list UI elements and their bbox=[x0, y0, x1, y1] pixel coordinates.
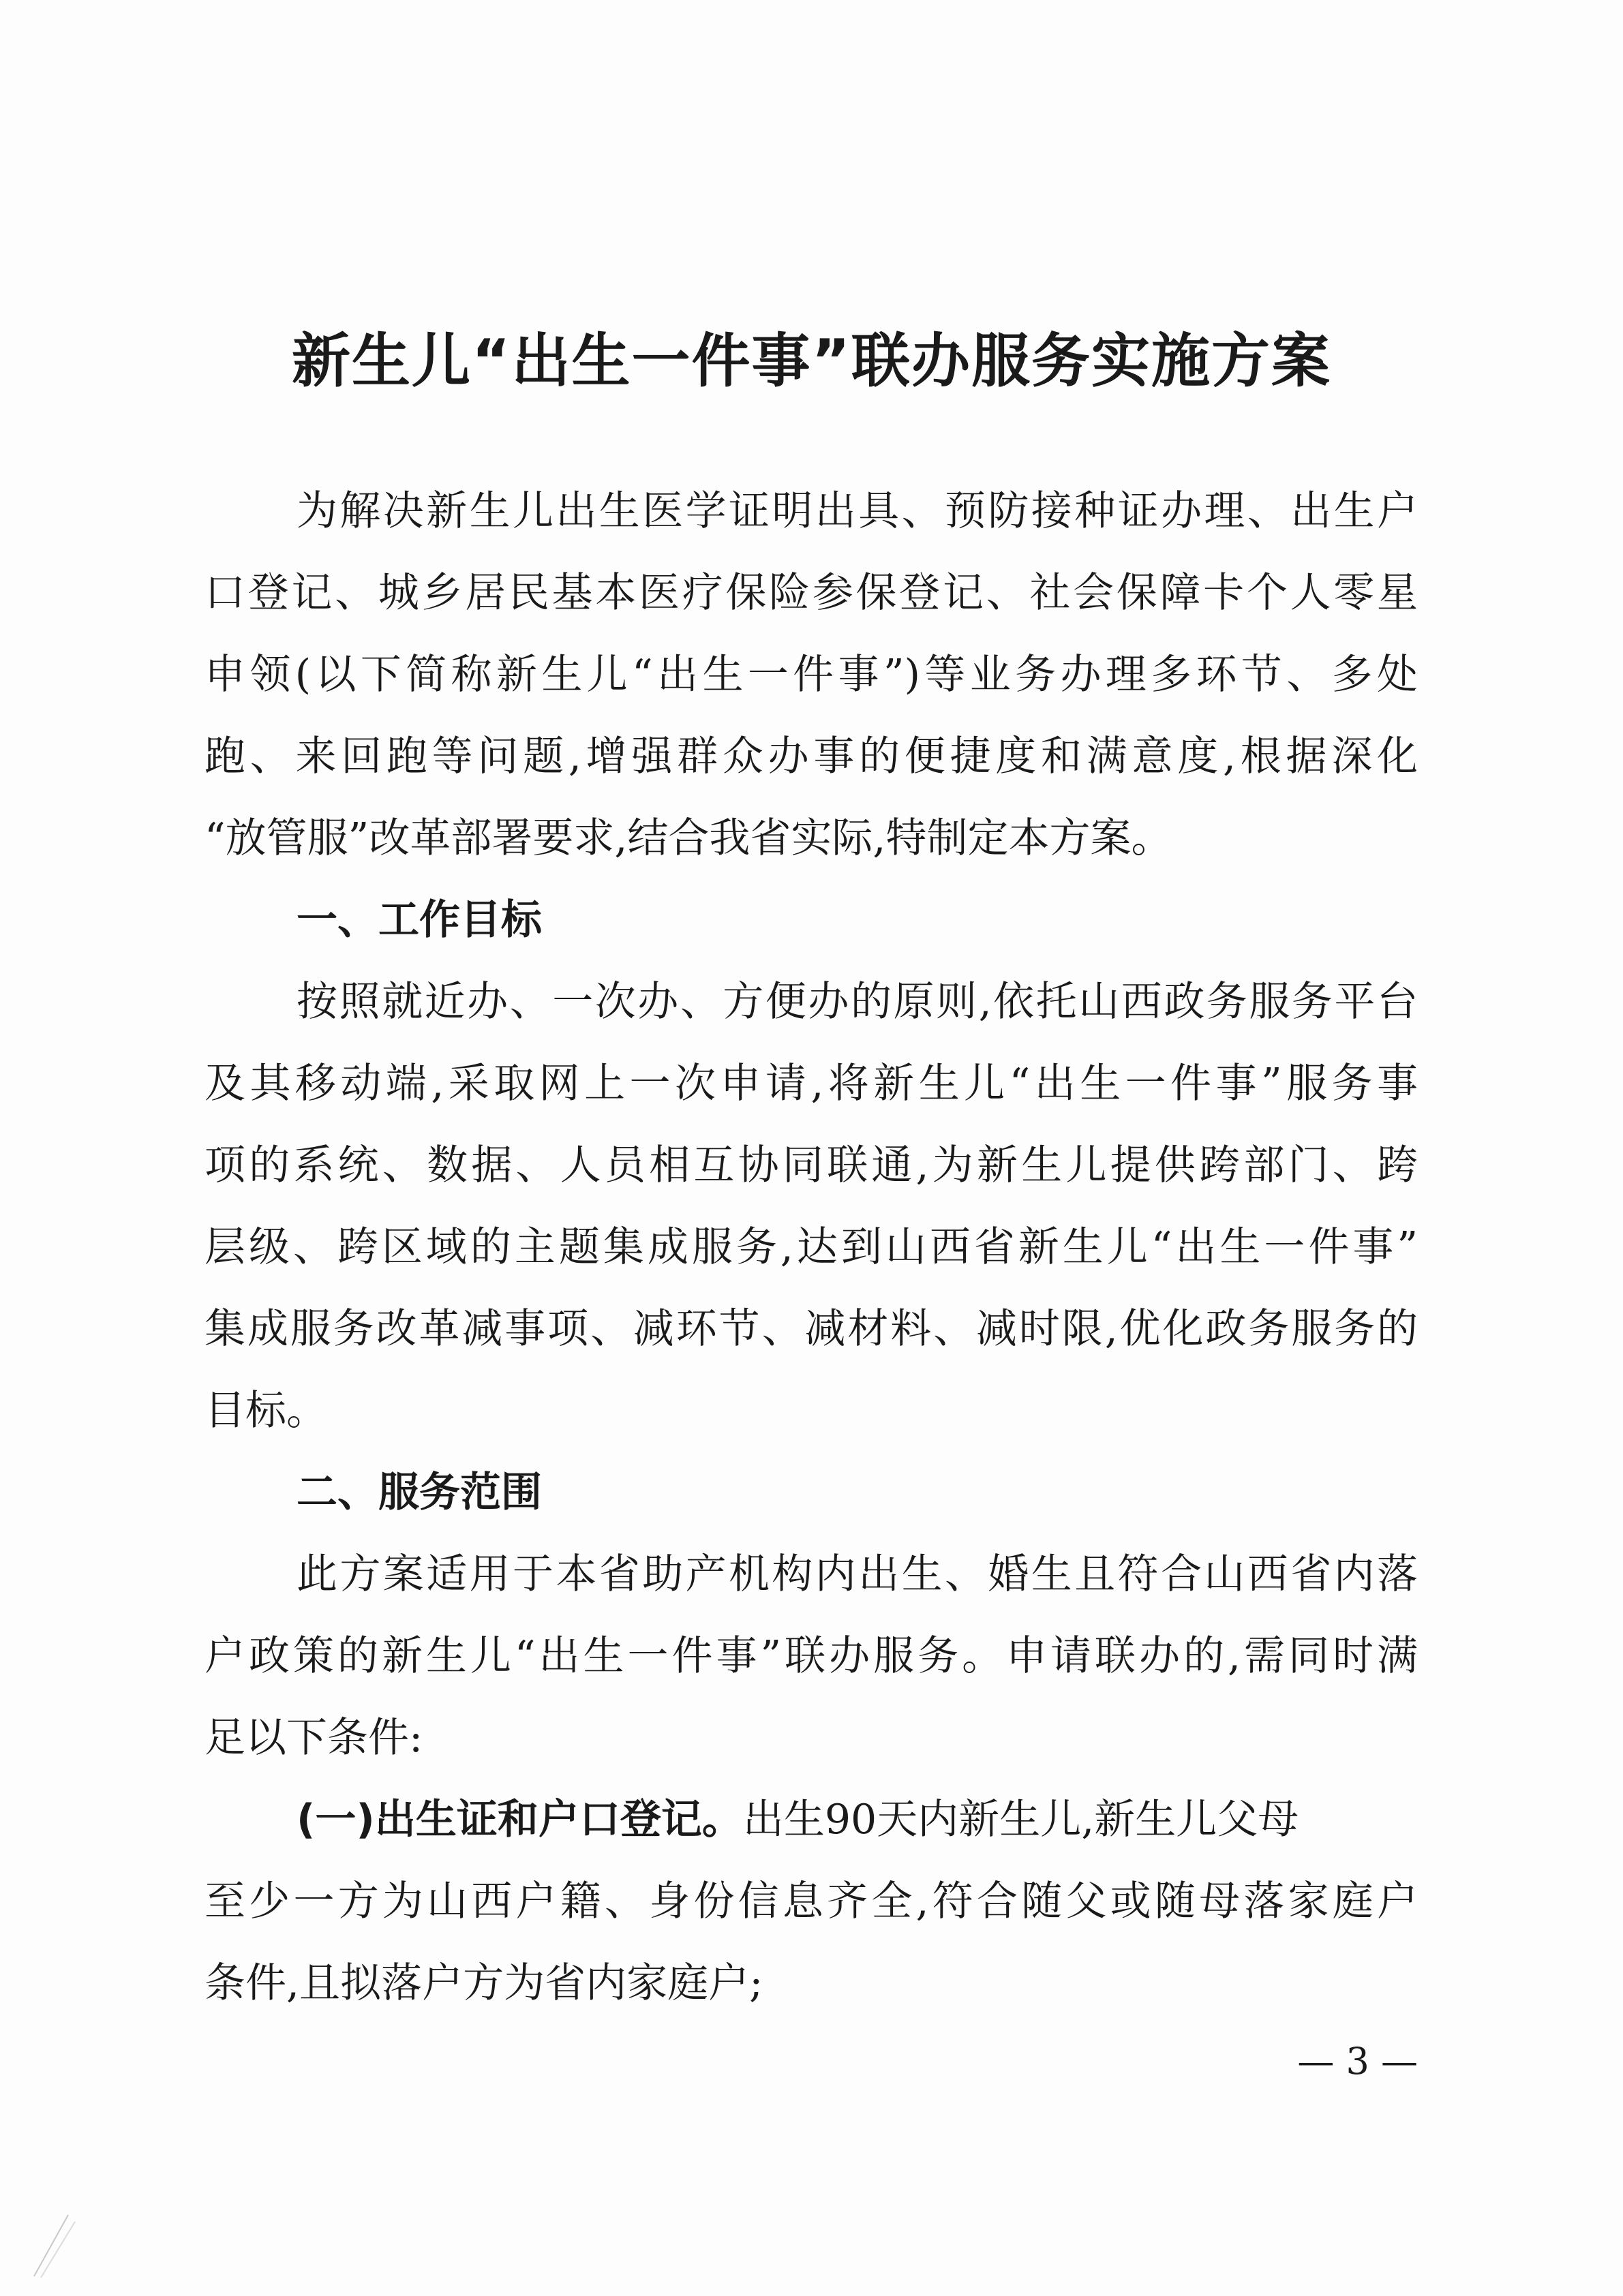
paragraph-line: 此方案适用于本省助产机构内出生、婚生且符合山西省内落 bbox=[297, 1550, 1418, 1598]
paragraph-line: 层级、跨区域的主题集成服务,达到山西省新生儿“出生一件事” bbox=[204, 1223, 1418, 1271]
item-heading: (一)出生证和户口登记。 bbox=[297, 1796, 743, 1843]
paragraph-line: 足以下条件: bbox=[204, 1714, 423, 1762]
paragraph-line: 为解决新生儿出生医学证明出具、预防接种证办理、出生户 bbox=[297, 487, 1418, 535]
paragraph-line: 及其移动端,采取网上一次申请,将新生儿“出生一件事”服务事 bbox=[204, 1060, 1418, 1107]
item-line bbox=[297, 1792, 1418, 1847]
section-heading: 一、工作目标 bbox=[297, 896, 542, 944]
section-heading: 二、服务范围 bbox=[297, 1469, 542, 1516]
page-corner-mark bbox=[27, 2201, 82, 2283]
paragraph-line: 按照就近办、一次办、方便办的原则,依托山西政务服务平台 bbox=[297, 978, 1418, 1026]
paragraph-line: “放管服”改革部署要求,结合我省实际,特制定本方案。 bbox=[204, 814, 1172, 862]
paragraph-line: 至少一方为山西户籍、身份信息齐全,符合随父或随母落家庭户 bbox=[204, 1878, 1418, 1925]
paragraph-line: 项的系统、数据、人员相互协同联通,为新生儿提供跨部门、跨 bbox=[204, 1142, 1418, 1189]
paragraph-line: 条件,且拟落户方为省内家庭户; bbox=[204, 1959, 763, 2007]
item-text: 出生90天内新生儿,新生儿父母 bbox=[742, 1796, 1299, 1843]
paragraph-line: 跑、来回跑等问题,增强群众办事的便捷度和满意度,根据深化 bbox=[204, 733, 1418, 780]
paragraph-line: 口登记、城乡居民基本医疗保险参保登记、社会保障卡个人零星 bbox=[204, 569, 1418, 617]
paragraph-line: 集成服务改革减事项、减环节、减材料、减时限,优化政务服务的 bbox=[204, 1305, 1418, 1353]
page-number: — 3 — bbox=[1297, 2040, 1418, 2083]
paragraph-line: 申领(以下简称新生儿“出生一件事”)等业务办理多环节、多处 bbox=[204, 651, 1418, 699]
paragraph-line: 目标。 bbox=[204, 1387, 327, 1435]
paragraph-line: 户政策的新生儿“出生一件事”联办服务。申请联办的,需同时满 bbox=[204, 1632, 1418, 1680]
document-title: 新生儿“出生一件事”联办服务实施方案 bbox=[291, 327, 1332, 395]
